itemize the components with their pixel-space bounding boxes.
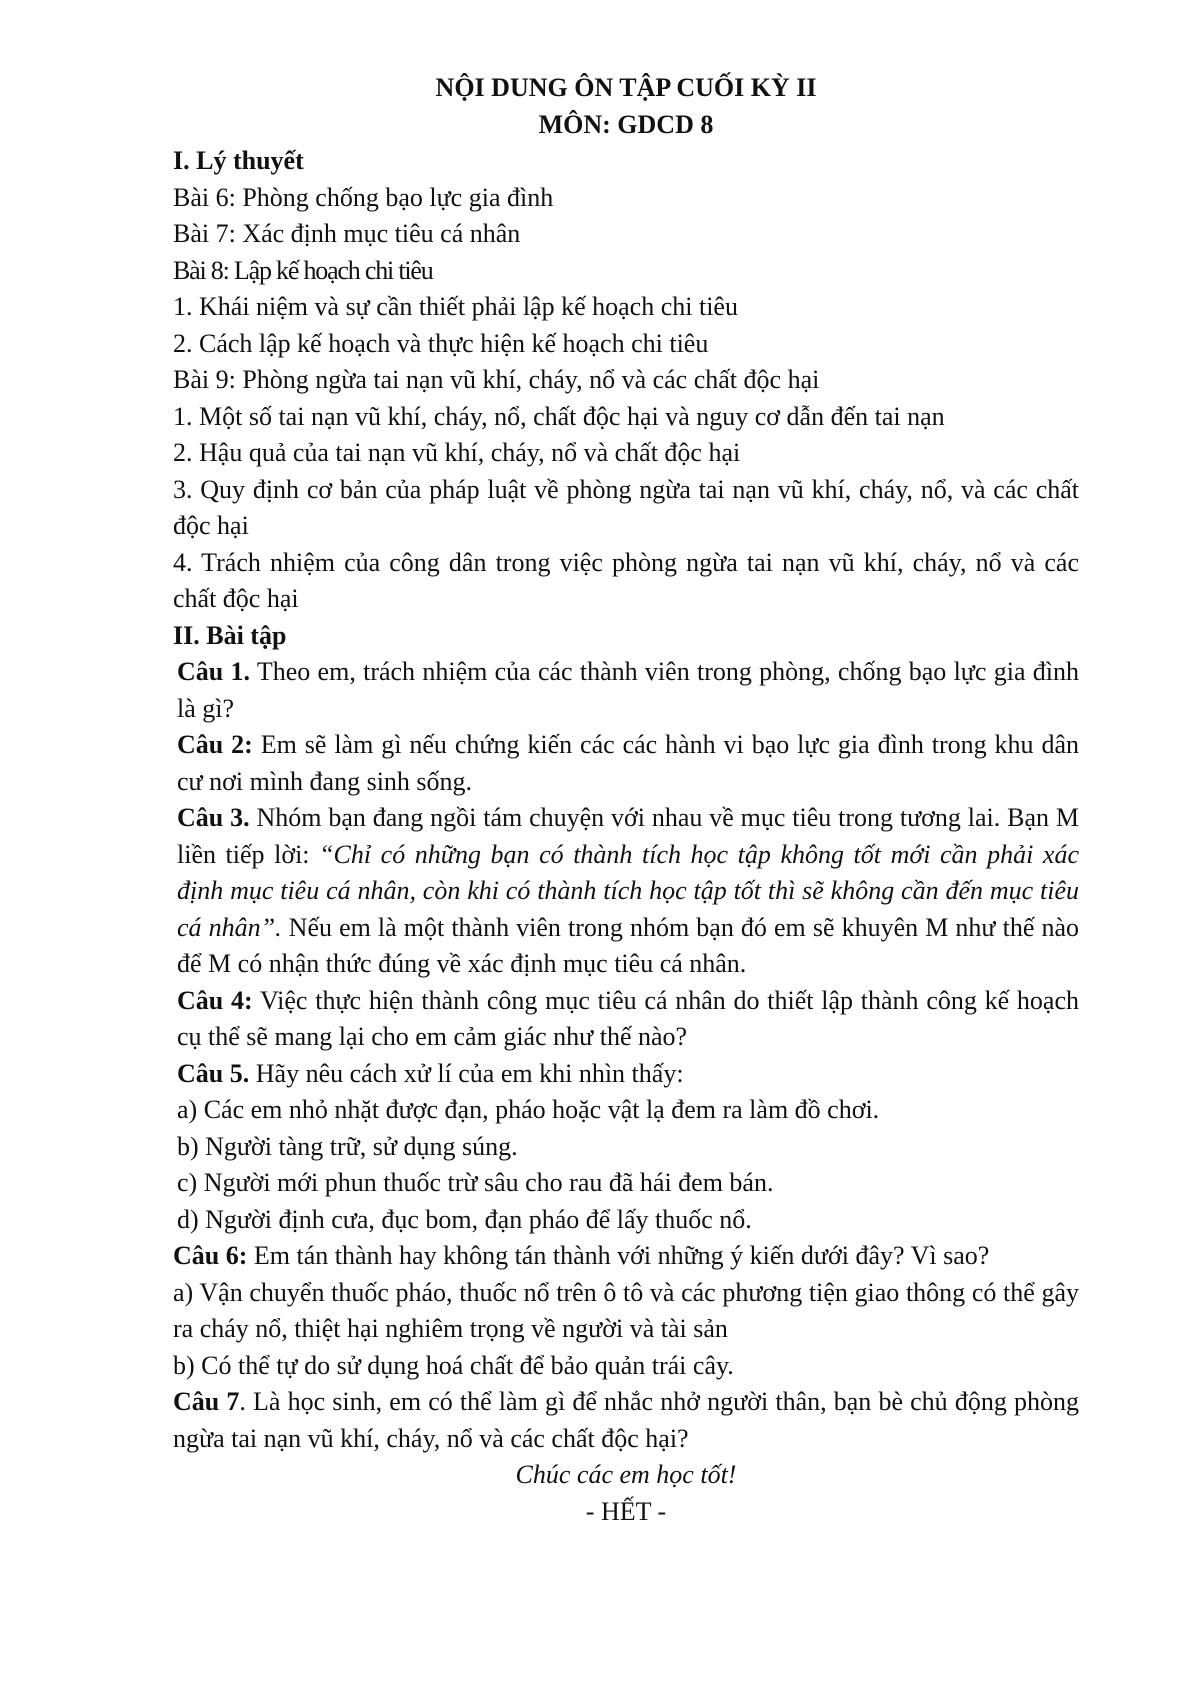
question-label: Câu 7 bbox=[173, 1387, 240, 1416]
question-text: Nhóm bạn đang ngồi tám chuyện với nhau về mục tiêu trong tương lai. Bạn M liền tiếp lời: bbox=[177, 803, 1079, 869]
document-subject: MÔN: GDCD 8 bbox=[538, 109, 714, 139]
theory-line: 1. Khái niệm và sự cần thiết phải lập kế hoạch chi tiêu bbox=[173, 292, 738, 321]
theory-line: 2. Cách lập kế hoạch và thực hiện kế hoạch chi tiêu bbox=[173, 328, 709, 358]
question-text: Hãy nêu cách xử lí của em khi nhìn thấy: bbox=[249, 1058, 684, 1088]
section-theory-heading: I. Lý thuyết bbox=[173, 146, 304, 175]
question-label: Câu 3. bbox=[177, 803, 250, 832]
question-5 bbox=[173, 1056, 1079, 1093]
theory-line: 1. Một số tai nạn vũ khí, cháy, nổ, chất độc hại và nguy cơ dẫn đến tai nạn bbox=[173, 401, 945, 431]
theory-line: Bài 8: Lập kế hoạch chi tiêu bbox=[173, 255, 433, 285]
document-title: NỘI DUNG ÔN TẬP CUỐI KỲ II bbox=[435, 73, 817, 102]
question-5-item: c) Người mới phun thuốc trừ sâu cho rau đã hái đem bán. bbox=[177, 1168, 774, 1197]
question-label: Câu 4: bbox=[177, 985, 253, 1015]
theory-line: Bài 6: Phòng chống bạo lực gia đình bbox=[173, 182, 554, 212]
question-2 bbox=[173, 727, 1079, 800]
theory-line: 4. Trách nhiệm của công dân trong việc phòng ngừa tai nạn vũ khí, cháy, nổ và các chất độc hại bbox=[173, 547, 1079, 613]
question-7 bbox=[173, 1384, 1079, 1457]
question-text: Việc thực hiện thành công mục tiêu cá nhân do thiết lập thành công kế hoạch cụ thể sẽ mang lại cho em cảm giác như thế nào? bbox=[177, 985, 1079, 1051]
question-text: Theo em, trách nhiệm của các thành viên trong phòng, chống bạo lực gia đình là gì? bbox=[177, 657, 1079, 723]
question-label: Câu 1. bbox=[177, 657, 251, 686]
document-content bbox=[173, 70, 1079, 1530]
theory-line: 2. Hậu quả của tai nạn vũ khí, cháy, nổ và chất độc hại bbox=[173, 438, 741, 467]
theory-line: 3. Quy định cơ bản của pháp luật về phòng ngừa tai nạn vũ khí, cháy, nổ, và các chất độc hại bbox=[173, 474, 1079, 540]
question-text: Em sẽ làm gì nếu chứng kiến các các hành vi bạo lực gia đình trong khu dân cư nơi mình đang sinh sống. bbox=[177, 730, 1079, 796]
theory-line: Bài 9: Phòng ngừa tai nạn vũ khí, cháy, nổ và các chất độc hại bbox=[173, 365, 820, 394]
question-6-item: a) Vận chuyển thuốc pháo, thuốc nổ trên ô tô và các phương tiện giao thông có thể gây ra cháy nổ, thiệt hại nghiêm trọng về người và tài sản bbox=[173, 1277, 1079, 1343]
question-5-item: b) Người tàng trữ, sử dụng súng. bbox=[177, 1131, 518, 1161]
question-3 bbox=[173, 800, 1079, 983]
question-label: Câu 2: bbox=[177, 730, 253, 759]
question-6 bbox=[173, 1238, 1079, 1275]
question-quote: “Chỉ có những bạn có thành tích học tập không tốt mới cần phải xác định mục tiêu cá nhân, còn khi có thành tích học tập tốt thì sẽ không cần đến mục tiêu cá nhân”. bbox=[177, 839, 1079, 942]
end-mark: - HẾT - bbox=[585, 1496, 667, 1526]
theory-line: Bài 7: Xác định mục tiêu cá nhân bbox=[173, 219, 521, 248]
question-text: . Là học sinh, em có thể làm gì để nhắc nhở người thân, bạn bè chủ động phòng ngừa tai nạn vũ khí, cháy, nổ và các chất độc hại? bbox=[173, 1387, 1079, 1453]
question-label: Câu 5. bbox=[177, 1058, 250, 1088]
question-text: Em tán thành hay không tán thành với những ý kiến dưới đây? Vì sao? bbox=[247, 1241, 990, 1270]
closing-wish: Chúc các em học tốt! bbox=[515, 1460, 737, 1489]
question-4 bbox=[173, 983, 1079, 1056]
question-6-item: b) Có thể tự do sử dụng hoá chất để bảo quản trái cây. bbox=[173, 1350, 734, 1380]
section-exercises-heading: II. Bài tập bbox=[173, 620, 287, 650]
question-5-item: d) Người định cưa, đục bom, đạn pháo để lấy thuốc nổ. bbox=[177, 1204, 752, 1234]
question-5-item: a) Các em nhỏ nhặt được đạn, pháo hoặc vật lạ đem ra làm đồ chơi. bbox=[177, 1095, 880, 1124]
question-label: Câu 6: bbox=[173, 1241, 248, 1270]
question-1 bbox=[173, 654, 1079, 727]
question-text: Nếu em là một thành viên trong nhóm bạn đó em sẽ khuyên M như thế nào để M có nhận thức đúng về xác định mục tiêu cá nhân. bbox=[177, 912, 1079, 978]
